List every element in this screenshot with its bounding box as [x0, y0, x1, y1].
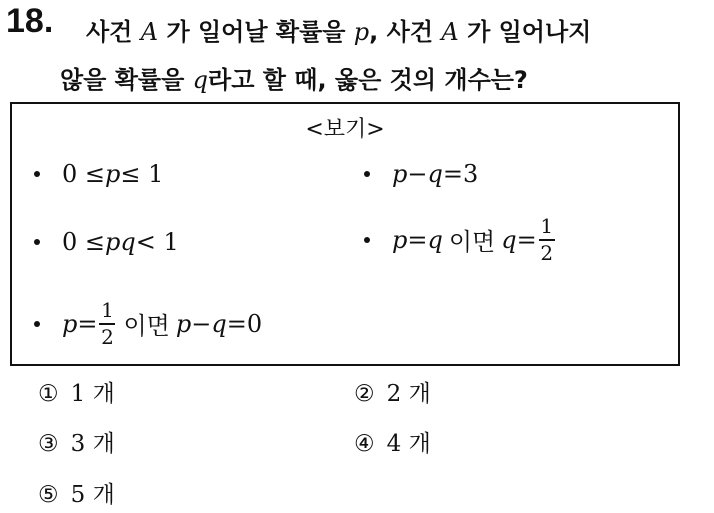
choice-2[interactable] — [354, 375, 431, 408]
prob-q-symbol: q — [192, 66, 209, 94]
q-text-f: 라고 할 때, 옳은 것의 개수는? — [208, 66, 528, 94]
s1-left: 0 ≤ — [62, 160, 106, 188]
choice-unit: 개 — [408, 431, 431, 457]
choice-marker: ① — [38, 381, 59, 407]
choice-unit: 개 — [92, 431, 115, 457]
s3-right: < 1 — [135, 228, 179, 256]
s5-p2: p — [175, 309, 192, 338]
q-text-e: 않을 확률을 — [60, 66, 185, 94]
statement-3 — [34, 228, 179, 256]
s5-minus: − — [191, 309, 212, 338]
bullet-icon — [34, 171, 40, 177]
bullet-icon — [364, 237, 370, 243]
fraction-one-half — [539, 216, 555, 264]
choice-1[interactable] — [38, 375, 115, 408]
frac-numerator: 1 — [101, 298, 114, 322]
s5-word: 이면 — [123, 312, 170, 341]
choice-value: 4 — [386, 431, 402, 457]
choice-value: 3 — [70, 431, 86, 457]
q-text-b: 가 일어날 확률을 — [166, 18, 346, 46]
s2-minus: − — [407, 160, 428, 188]
statement-4 — [364, 216, 557, 264]
q-text-a: 사건 — [86, 18, 133, 46]
choice-marker: ⑤ — [38, 482, 59, 508]
statement-2 — [364, 160, 478, 188]
statement-5 — [34, 300, 262, 348]
choice-4[interactable] — [354, 425, 431, 458]
s4-word: 이면 — [448, 228, 496, 257]
s4-p: p — [392, 225, 408, 254]
s5-eq1: = — [77, 309, 98, 338]
s2-q: q — [427, 160, 443, 188]
s2-eq: =3 — [442, 160, 479, 188]
frac-denominator: 2 — [540, 240, 554, 265]
frac-numerator: 1 — [540, 214, 554, 238]
choice-value: 1 — [70, 381, 86, 407]
s3-pq: pq — [105, 228, 136, 256]
s4-q1: q — [427, 225, 443, 254]
frac-denominator: 2 — [101, 324, 114, 349]
q-text-d: 가 일어나지 — [467, 18, 592, 46]
choice-value: 5 — [70, 482, 86, 508]
question-number: 18. — [6, 2, 54, 40]
choice-3[interactable] — [38, 425, 115, 458]
s4-eq1: = — [407, 225, 428, 254]
question-line-2 — [60, 60, 528, 95]
choice-unit: 개 — [92, 381, 115, 407]
event-a-symbol-2: A — [441, 18, 459, 46]
event-a-symbol: A — [140, 18, 159, 46]
q-text-c: , 사건 — [369, 18, 434, 46]
choice-marker: ③ — [38, 431, 59, 457]
s4-q2: q — [501, 225, 517, 254]
s4-eq2: = — [516, 225, 537, 254]
choice-marker: ④ — [354, 431, 375, 457]
question-line-1 — [86, 12, 591, 47]
s5-eq2: =0 — [226, 309, 263, 338]
s5-q: q — [211, 309, 227, 338]
s2-p: p — [392, 160, 408, 188]
s5-p1: p — [62, 309, 78, 338]
choice-5[interactable] — [38, 476, 115, 509]
bogi-box — [10, 102, 680, 366]
bullet-icon — [34, 321, 40, 327]
statement-1 — [34, 160, 163, 188]
bullet-icon — [34, 239, 40, 245]
s1-p: p — [105, 160, 121, 188]
fraction-one-half — [99, 300, 115, 348]
prob-p-symbol: p — [353, 18, 370, 46]
choice-unit: 개 — [408, 381, 431, 407]
bogi-title: <보기> — [305, 117, 385, 142]
choice-value: 2 — [386, 381, 402, 407]
bullet-icon — [364, 171, 370, 177]
choice-marker: ② — [354, 381, 375, 407]
s1-right: ≤ 1 — [120, 160, 164, 188]
choice-unit: 개 — [92, 482, 115, 508]
s3-left: 0 ≤ — [62, 228, 106, 256]
